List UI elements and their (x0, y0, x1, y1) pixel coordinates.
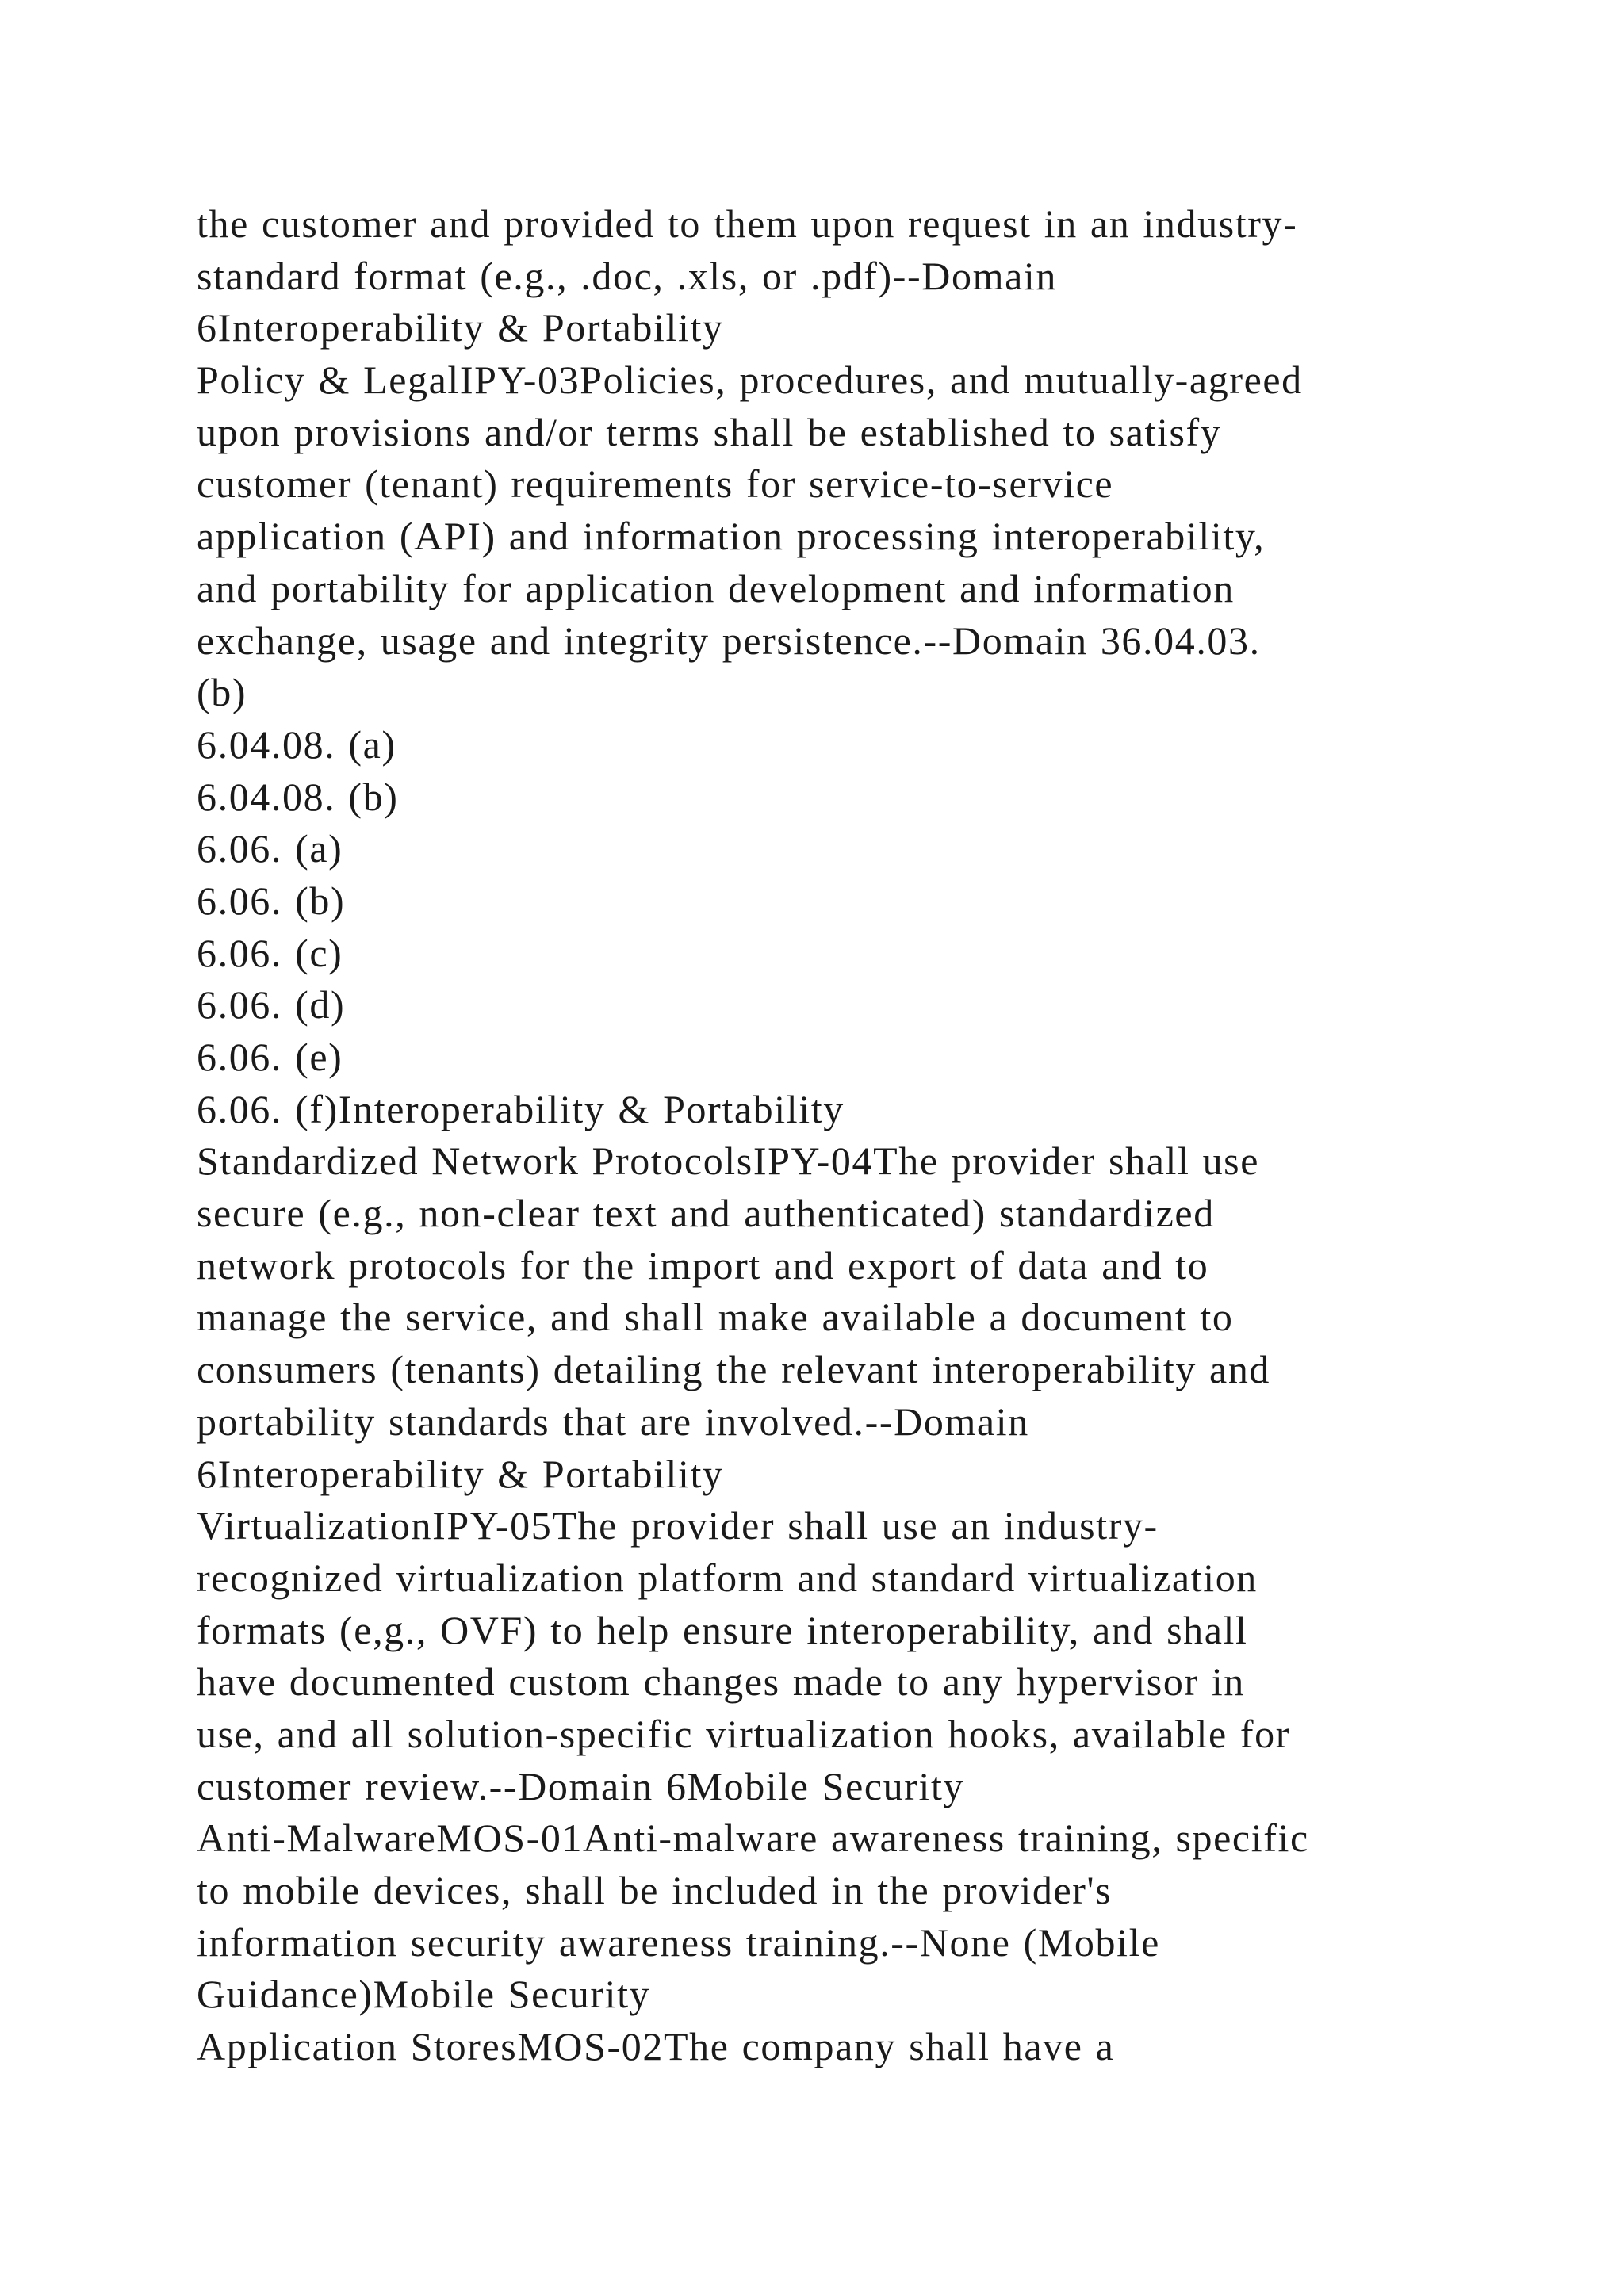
text-line: Guidance)Mobile Security (197, 1972, 651, 2017)
text-line: to mobile devices, shall be included in the provider's (197, 1868, 1113, 1912)
text-line: secure (e.g., non-clear text and authenticated) standardized (197, 1191, 1215, 1236)
text-line: application (API) and information processing interoperability, (197, 514, 1266, 559)
text-line: network protocols for the import and export of data and to (197, 1242, 1209, 1288)
text-line: 6.06. (e) (197, 1035, 343, 1079)
text-line: upon provisions and/or terms shall be established to satisfy (197, 409, 1222, 454)
text-line: consumers (tenants) detailing the relevant interoperability and (197, 1347, 1271, 1392)
text-line: VirtualizationIPY-05The provider shall use an industry- (197, 1503, 1159, 1548)
text-line: 6.06. (d) (197, 982, 346, 1027)
text-line: 6.06. (a) (197, 826, 343, 871)
text-line: customer (tenant) requirements for service-to-service (197, 461, 1114, 507)
text-line: 6.04.08. (b) (197, 774, 399, 819)
text-line: information security awareness training.--None (Mobile (197, 1919, 1160, 1965)
text-line: Policy & LegalIPY-03Policies, procedures, and mutually-agreed (197, 358, 1303, 403)
text-line: 6Interoperability & Portability (197, 305, 724, 350)
text-line: 6.06. (b) (197, 878, 346, 923)
text-line: the customer and provided to them upon request in an industry- (197, 201, 1298, 246)
text-line: 6.06. (f)Interoperability & Portability (197, 1086, 845, 1131)
text-line: have documented custom changes made to any hypervisor in (197, 1659, 1245, 1705)
text-line: 6.04.08. (a) (197, 721, 396, 767)
text-line: manage the service, and shall make available a document to (197, 1295, 1234, 1340)
text-line: Application StoresMOS-02The company shall have a (197, 2024, 1115, 2069)
text-line: customer review.--Domain 6Mobile Security (197, 1763, 965, 1808)
text-line: 6Interoperability & Portability (197, 1451, 724, 1496)
text-line: Anti-MalwareMOS-01Anti-malware awareness training, specific (197, 1816, 1309, 1861)
document-body-text (197, 198, 1608, 2073)
text-line: (b) (197, 670, 247, 715)
text-line: Standardized Network ProtocolsIPY-04The provider shall use (197, 1138, 1260, 1184)
text-line: exchange, usage and integrity persistence.--Domain 36.04.03. (197, 618, 1261, 663)
text-line: formats (e,g., OVF) to help ensure interoperability, and shall (197, 1607, 1248, 1652)
text-line: use, and all solution-specific virtualization hooks, available for (197, 1711, 1290, 1756)
text-line: and portability for application development and information (197, 565, 1235, 610)
text-line: portability standards that are involved.--Domain (197, 1399, 1029, 1444)
text-line: 6.06. (c) (197, 930, 343, 975)
text-line: recognized virtualization platform and standard virtualization (197, 1555, 1258, 1600)
text-line: standard format (e.g., .doc, .xls, or .pdf)--Domain (197, 253, 1057, 298)
